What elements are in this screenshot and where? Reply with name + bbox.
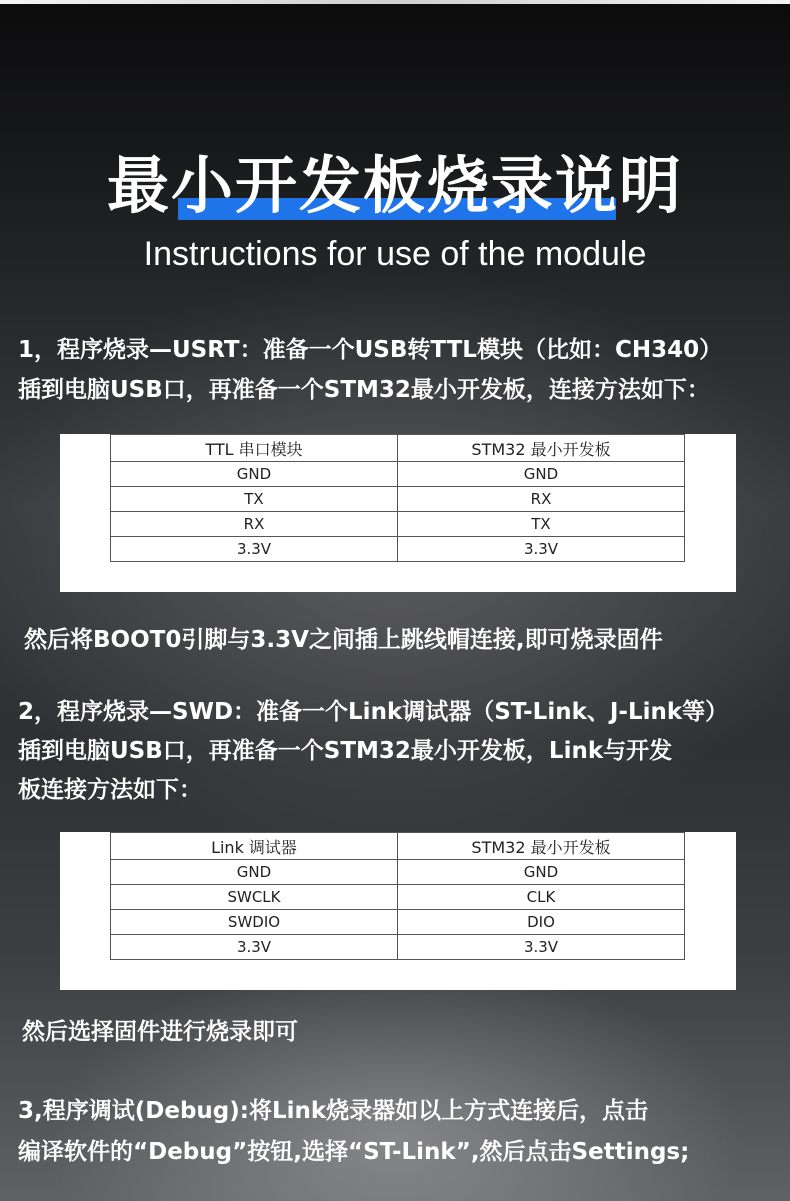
table-cell: TX [111, 487, 398, 512]
table-header-cell: TTL 串口模块 [111, 435, 398, 462]
table-row [111, 537, 685, 562]
table-cell: TX [398, 512, 685, 537]
table-cell: 3.3V [111, 537, 398, 562]
table-header-row [111, 833, 685, 860]
table-row [111, 935, 685, 960]
table-cell: GND [111, 462, 398, 487]
table-cell: RX [398, 487, 685, 512]
table-cell: 3.3V [398, 935, 685, 960]
section2-line3: 板连接方法如下： [18, 777, 202, 803]
section1-note: 然后将BOOT0引脚与3.3V之间插上跳线帽连接,即可烧录固件 [24, 627, 663, 653]
swd-table-panel [60, 832, 736, 990]
table-cell: SWDIO [111, 910, 398, 935]
table-cell: 3.3V [398, 537, 685, 562]
swd-connection-table [110, 832, 685, 960]
section3-line2: 编译软件的“Debug”按钮,选择“ST-Link”,然后点击Settings; [18, 1139, 690, 1165]
table-header-cell: Link 调试器 [111, 833, 398, 860]
table-cell: GND [398, 462, 685, 487]
table-header-cell: STM32 最小开发板 [398, 435, 685, 462]
table-row [111, 512, 685, 537]
table-cell: RX [111, 512, 398, 537]
section1-line1: 1，程序烧录—USRT：准备一个USB转TTL模块（比如：CH340） [18, 337, 723, 363]
page-subtitle: Instructions for use of the module [143, 235, 647, 273]
section3-line1: 3,程序调试(Debug):将Link烧录器如以上方式连接后，点击 [18, 1098, 649, 1124]
page-title: 最小开发板烧录说明 [106, 149, 683, 222]
top-border [0, 0, 790, 4]
table-header-cell: STM32 最小开发板 [398, 833, 685, 860]
table-header-row [111, 435, 685, 462]
section1-line2: 插到电脑USB口，再准备一个STM32最小开发板，连接方法如下： [18, 377, 710, 403]
usart-connection-table [110, 434, 685, 562]
table-row [111, 860, 685, 885]
table-cell: GND [111, 860, 398, 885]
table-row [111, 910, 685, 935]
table-row [111, 885, 685, 910]
table-cell: CLK [398, 885, 685, 910]
table-cell: DIO [398, 910, 685, 935]
table-row [111, 487, 685, 512]
section2-line2: 插到电脑USB口，再准备一个STM32最小开发板，Link与开发 [18, 738, 673, 764]
section2-note: 然后选择固件进行烧录即可 [22, 1019, 298, 1045]
table-cell: SWCLK [111, 885, 398, 910]
usart-table-panel [60, 434, 736, 592]
table-cell: 3.3V [111, 935, 398, 960]
table-row [111, 462, 685, 487]
section2-line1: 2，程序烧录—SWD：准备一个Link调试器（ST-Link、J-Link等） [18, 699, 729, 725]
table-cell: GND [398, 860, 685, 885]
